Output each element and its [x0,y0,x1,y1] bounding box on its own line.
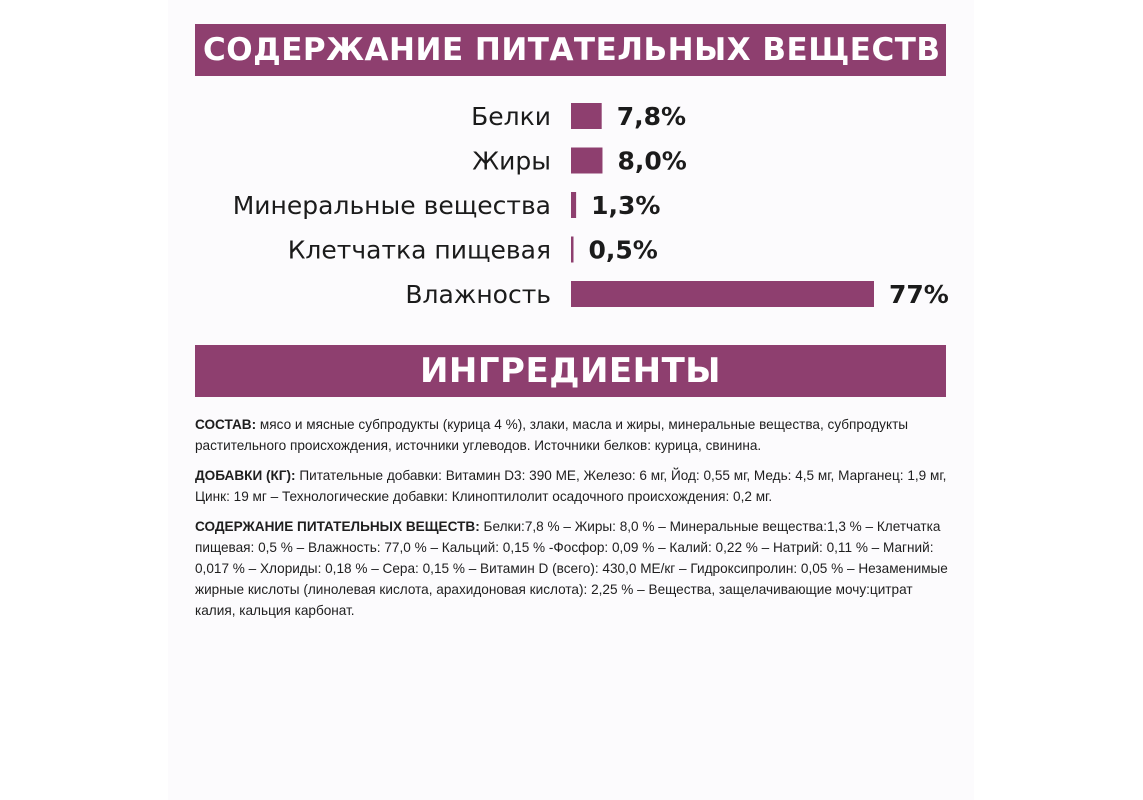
additives-paragraph [195,465,955,507]
bar-label-1: Жиры [472,146,551,176]
additives-label: ДОБАВКИ (КГ): [195,468,296,483]
composition-label: СОСТАВ: [195,417,257,432]
bar-3 [571,237,574,263]
bar-value-1: 8,0% [617,146,687,176]
composition-text: мясо и мясные субпродукты (курица 4 %), злаки, масла и жиры, минеральные вещества, субпродукты растительного происхождения, источники углеводов. Источники белков: курица, свинина. [195,417,909,453]
nutrient-content-text: Белки:7,8 % – Жиры: 8,0 % – Минеральные вещества:1,3 % – Клетчатка пищевая: 0,5 % – Влажность: 77,0 % – Кальций: 0,15 % -Фосфор: 0,09 % – Калий: 0,22 % – Натрий: 0,11 % – Магний: 0,017 % – Хлориды: 0,18 % – Сера: 0,15 % – Витамин D (всего): 430,0 МЕ/кг – Гидроксипролин: 0,05 % – Незаменимые жирные кислоты (линолевая кислота, арахидоновая кислота): 2,25 % – Вещества, защелачивающие мочу:цитрат калия, кальция карбонат. [195,519,948,618]
bar-label-4: Влажность [405,280,551,309]
bar-label-3: Клетчатка пищевая [287,235,551,265]
nutrient-content-label: СОДЕРЖАНИЕ ПИТАТЕЛЬНЫХ ВЕЩЕСТВ: [195,519,480,534]
bar-value-3: 0,5% [588,235,658,265]
bar-label-0: Белки [471,102,551,131]
nutrients-header: СОДЕРЖАНИЕ ПИТАТЕЛЬНЫХ ВЕЩЕСТВ [195,24,946,76]
bar-value-0: 7,8% [616,102,687,131]
bar-4 [571,281,874,307]
ingredients-header: ИНГРЕДИЕНТЫ [195,345,946,397]
bar-value-2: 1,3% [591,191,661,220]
bar-1 [571,148,602,174]
additives-text: Питательные добавки: Витамин D3: 390 МЕ, Железо: 6 мг, Йод: 0,55 мг, Медь: 4,5 мг, Марганец: 1,9 мг, Цинк: 19 мг – Технологические добавки: Клиноптилолит осадочного происхождения: 0,2 мг. [195,468,947,504]
bar-value-4: 77% [889,280,949,309]
bar-2 [571,192,576,218]
nutrient-content-paragraph [195,516,955,621]
bar-0 [571,103,602,129]
ingredients-text [195,414,955,630]
nutrient-bar-chart [0,0,1143,340]
bar-label-2: Минеральные вещества [232,191,551,220]
composition-paragraph [195,414,955,456]
